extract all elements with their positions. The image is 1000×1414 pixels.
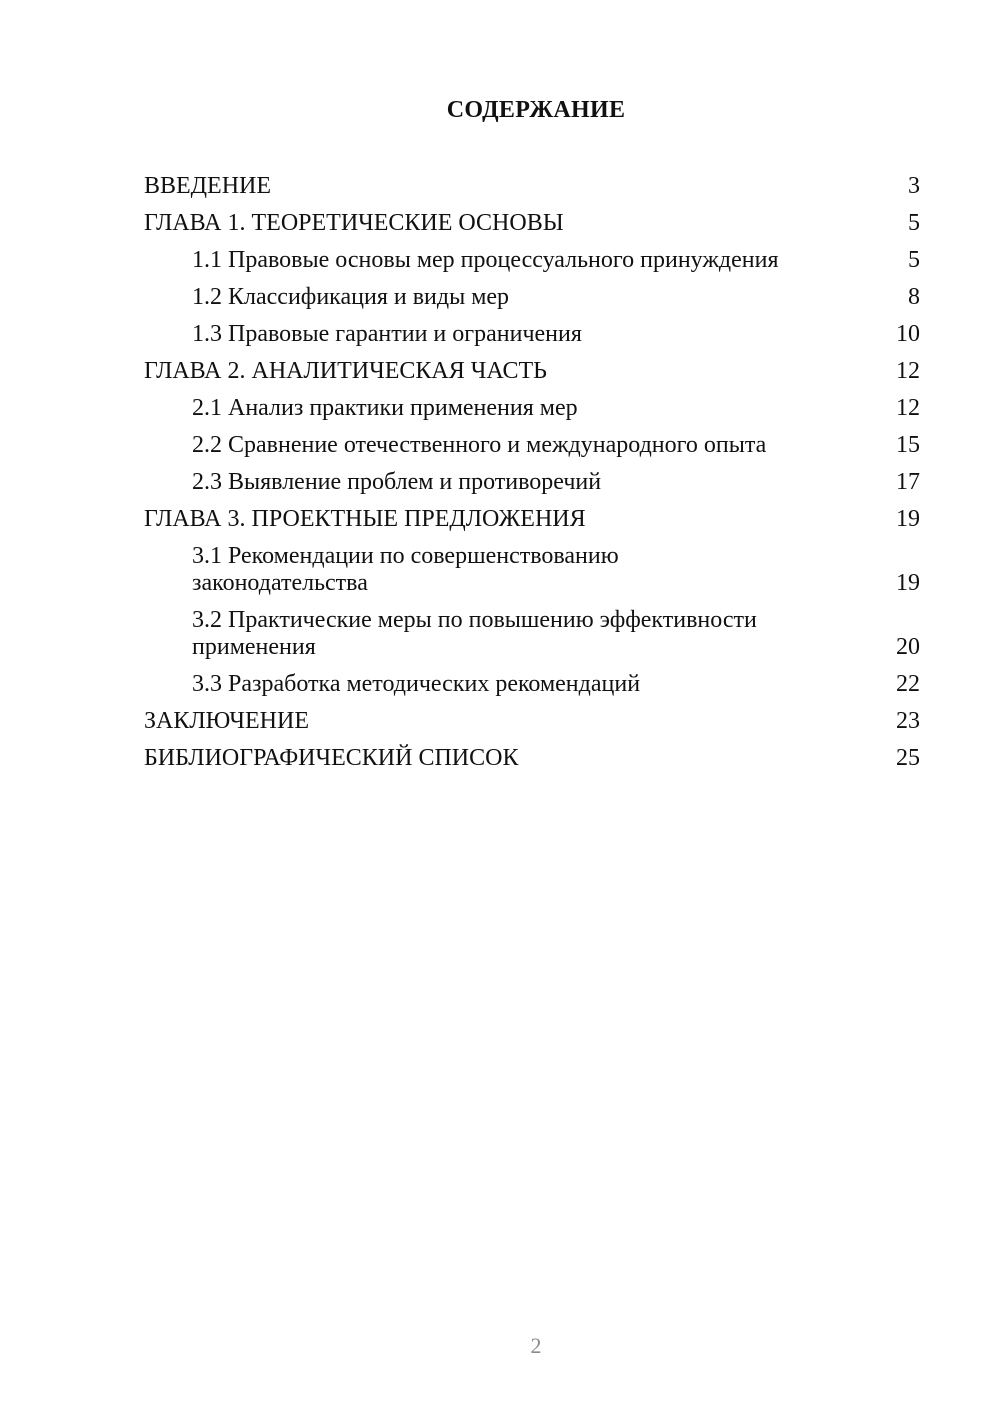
toc-entry-label: ГЛАВА 2. АНАЛИТИЧЕСКАЯ ЧАСТЬ bbox=[144, 358, 547, 384]
toc-entry-section-3-2[interactable] bbox=[144, 602, 920, 666]
toc-entry-section-1-3[interactable] bbox=[144, 316, 920, 353]
toc-entry-label: 2.2 Сравнение отечественного и международного опыта bbox=[192, 432, 767, 458]
toc-entry-label: 3.1 Рекомендации по совершенствованию законодательства bbox=[192, 543, 619, 596]
toc-entry-page: 12 bbox=[896, 395, 920, 421]
page-title: СОДЕРЖАНИЕ bbox=[446, 97, 626, 123]
toc-entry-bibliography[interactable] bbox=[144, 740, 920, 777]
toc-entry-label: 3.3 Разработка методических рекомендаций bbox=[192, 671, 641, 697]
toc-entry-label: 1.1 Правовые основы мер процессуального принуждения bbox=[192, 247, 779, 273]
toc-entry-chapter-2[interactable] bbox=[144, 353, 920, 390]
toc-entry-page: 25 bbox=[896, 745, 920, 771]
toc-entry-introduction[interactable] bbox=[144, 168, 920, 205]
toc-entry-chapter-1[interactable] bbox=[144, 205, 920, 242]
toc-entry-label: 1.2 Классификация и виды мер bbox=[192, 284, 510, 310]
toc-entry-chapter-3[interactable] bbox=[144, 501, 920, 538]
toc-entry-page: 17 bbox=[896, 469, 920, 495]
toc-entry-label: ВВЕДЕНИЕ bbox=[144, 173, 272, 199]
toc-entry-section-1-2[interactable] bbox=[144, 279, 920, 316]
toc-entry-section-1-1[interactable] bbox=[144, 242, 920, 279]
toc-entry-page: 5 bbox=[908, 210, 920, 236]
toc-entry-page: 12 bbox=[896, 358, 920, 384]
toc-entry-page: 8 bbox=[908, 284, 920, 310]
toc-entry-page: 23 bbox=[896, 708, 920, 734]
toc-entry-label: 2.3 Выявление проблем и противоречий bbox=[192, 469, 602, 495]
toc-entry-label: ГЛАВА 3. ПРОЕКТНЫЕ ПРЕДЛОЖЕНИЯ bbox=[144, 506, 586, 532]
toc-entry-section-3-3[interactable] bbox=[144, 666, 920, 703]
toc-entry-section-2-3[interactable] bbox=[144, 464, 920, 501]
toc-entry-page: 19 bbox=[896, 570, 920, 596]
toc-entry-label: 1.3 Правовые гарантии и ограничения bbox=[192, 321, 582, 347]
table-of-contents bbox=[144, 168, 920, 777]
toc-entry-section-3-1[interactable] bbox=[144, 538, 920, 602]
toc-entry-section-2-1[interactable] bbox=[144, 390, 920, 427]
toc-entry-page: 15 bbox=[896, 432, 920, 458]
toc-entry-page: 19 bbox=[896, 506, 920, 532]
toc-entry-conclusion[interactable] bbox=[144, 703, 920, 740]
toc-entry-page: 22 bbox=[896, 671, 920, 697]
page-number: 2 bbox=[530, 1333, 542, 1358]
toc-entry-page: 20 bbox=[896, 634, 920, 660]
toc-entry-label: БИБЛИОГРАФИЧЕСКИЙ СПИСОК bbox=[144, 745, 519, 771]
toc-entry-page: 10 bbox=[896, 321, 920, 347]
toc-entry-label: 2.1 Анализ практики применения мер bbox=[192, 395, 578, 421]
toc-entry-section-2-2[interactable] bbox=[144, 427, 920, 464]
toc-entry-page: 5 bbox=[908, 247, 920, 273]
toc-entry-label: ЗАКЛЮЧЕНИЕ bbox=[144, 708, 309, 734]
toc-entry-label: 3.2 Практические меры по повышению эффективности применения bbox=[192, 607, 757, 660]
toc-entry-page: 3 bbox=[908, 173, 920, 199]
toc-entry-label: ГЛАВА 1. ТЕОРЕТИЧЕСКИЕ ОСНОВЫ bbox=[144, 210, 564, 236]
